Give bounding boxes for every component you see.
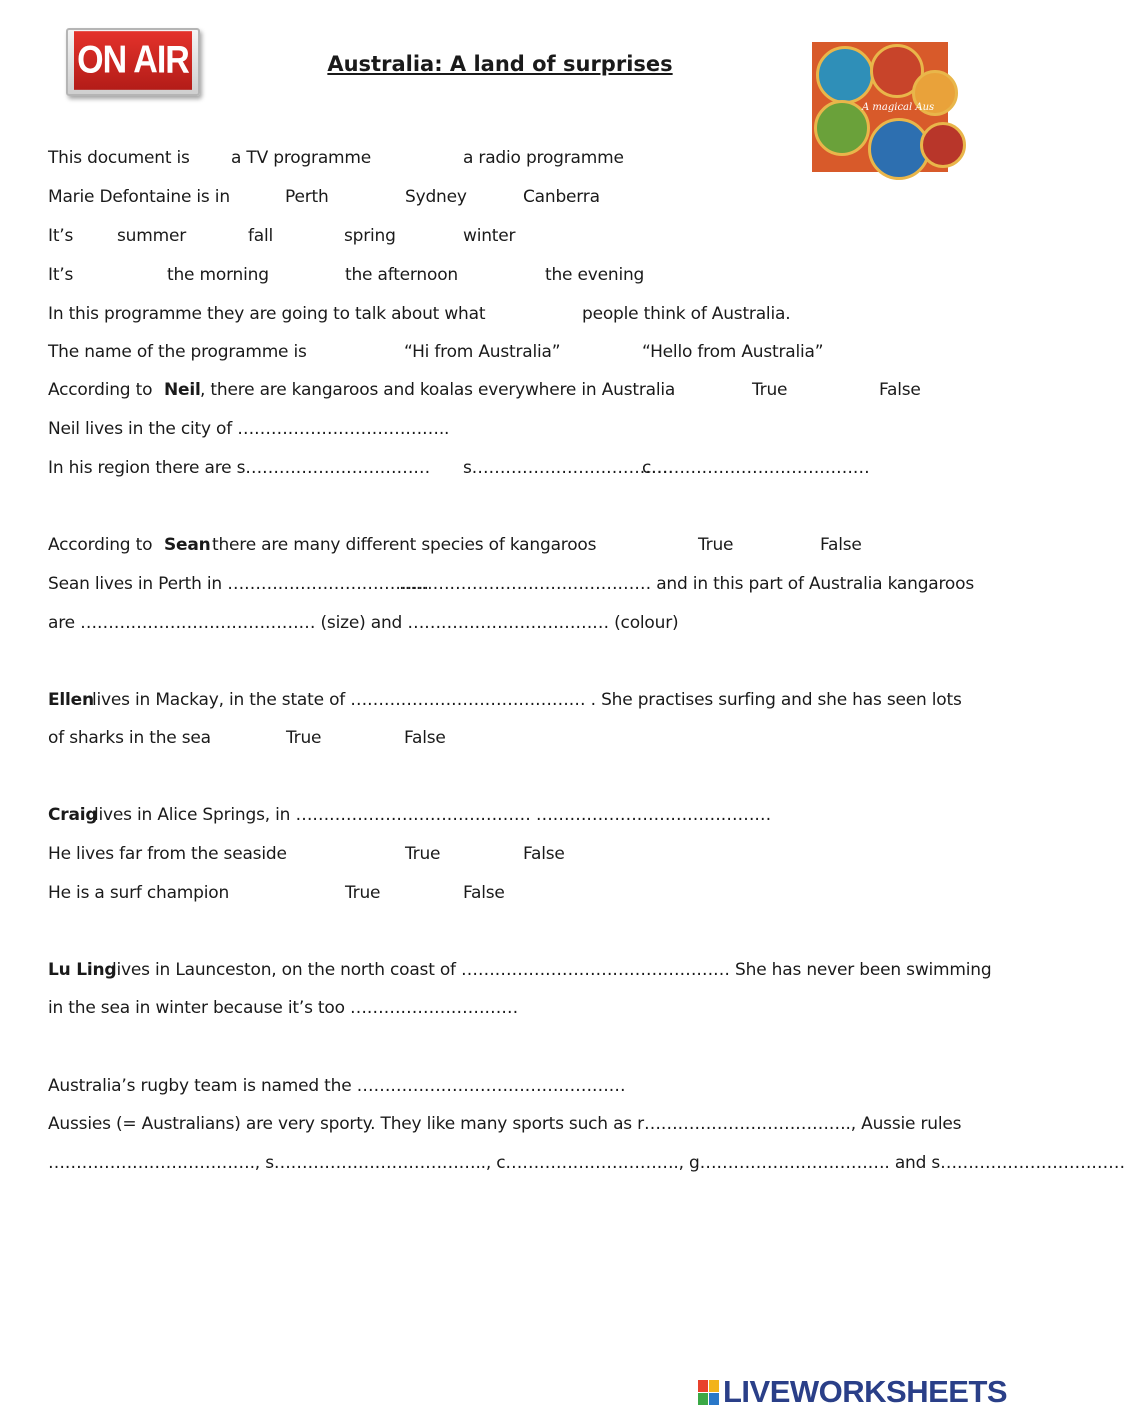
answer-option[interactable]: people think of Australia. — [582, 304, 791, 324]
answer-option[interactable]: “Hello from Australia” — [642, 342, 824, 362]
person-name: Neil — [164, 380, 201, 400]
on-air-label: ON AIR — [74, 31, 192, 90]
answer-option[interactable]: False — [820, 535, 862, 555]
answer-option[interactable]: the evening — [545, 265, 645, 285]
question-text: Australia’s rugby team is named the ………………………………………… — [48, 1076, 626, 1096]
question-text: According to — [48, 380, 153, 400]
answer-option[interactable]: summer — [117, 226, 186, 246]
answer-option[interactable]: fall — [248, 226, 274, 246]
question-text: Sean lives in Perth in ……………………………… — [48, 574, 429, 594]
question-text: He is a surf champion — [48, 883, 230, 903]
answer-option[interactable]: lives in Mackay, in the state of …………………………………… . She practises surfing and she has seen lots — [92, 690, 962, 710]
answer-option[interactable]: a radio programme — [463, 148, 624, 168]
answer-option[interactable]: False — [463, 883, 505, 903]
question-text: It’s — [48, 265, 74, 285]
question-text: in the sea in winter because it’s too ………………………… — [48, 998, 518, 1018]
answer-option[interactable]: False — [404, 728, 446, 748]
answer-option[interactable]: “Hi from Australia” — [404, 342, 561, 362]
answer-option[interactable]: there are many different species of kangaroos — [212, 535, 597, 555]
answer-option[interactable]: False — [523, 844, 565, 864]
answer-option[interactable]: s……………………………… — [463, 458, 674, 478]
cover-image — [812, 42, 948, 172]
person-name: Craig — [48, 805, 98, 825]
question-text: ………………………………., s……………………………….., c…………………………., g……………………………. and s…………………………… — [48, 1153, 1125, 1173]
question-text: Aussies (= Australians) are very sporty. They like many sports such as r………………………………., Aussie rules — [48, 1114, 962, 1134]
answer-option[interactable]: spring — [344, 226, 396, 246]
answer-option[interactable]: the morning — [167, 265, 269, 285]
answer-option[interactable]: Canberra — [523, 187, 600, 207]
question-text: of sharks in the sea — [48, 728, 211, 748]
answer-option[interactable]: True — [405, 844, 441, 864]
answer-option[interactable]: , there are kangaroos and koalas everywhere in Australia — [200, 380, 676, 400]
answer-option[interactable]: ……………………………………… and in this part of Australia kangaroos — [399, 574, 974, 594]
answer-option[interactable]: lives in Alice Springs, in …………………………………… …………………………………… — [94, 805, 772, 825]
question-text: He lives far from the seaside — [48, 844, 287, 864]
question-text: The name of the programme is — [48, 342, 307, 362]
question-text: In this programme they are going to talk about what — [48, 304, 486, 324]
question-text: In his region there are s…………………………… — [48, 458, 431, 478]
question-text: Neil lives in the city of ……………………………….. — [48, 419, 450, 439]
answer-option[interactable]: the afternoon — [345, 265, 458, 285]
answer-option[interactable]: lives in Launceston, on the north coast of ………………………………………… She has never been swimming — [112, 960, 992, 980]
person-name: Ellen — [48, 690, 94, 710]
answer-option[interactable]: Sydney — [405, 187, 467, 207]
answer-option[interactable]: True — [698, 535, 734, 555]
person-name: Sean — [164, 535, 211, 555]
question-text: This document is — [48, 148, 190, 168]
answer-option[interactable]: winter — [463, 226, 516, 246]
question-text: According to — [48, 535, 153, 555]
answer-option[interactable]: Perth — [285, 187, 329, 207]
answer-option[interactable]: True — [345, 883, 381, 903]
answer-option[interactable]: False — [879, 380, 921, 400]
liveworksheets-logo-icon — [698, 1380, 720, 1406]
question-text: are …………………………………… (size) and ……………………………… (colour) — [48, 613, 679, 633]
answer-option[interactable]: a TV programme — [231, 148, 372, 168]
answer-option[interactable]: True — [752, 380, 788, 400]
answer-option[interactable]: c………………………………… — [642, 458, 870, 478]
person-name: Lu Ling — [48, 960, 117, 980]
liveworksheets-logo-text: LIVEWORKSHEETS — [723, 1374, 1008, 1409]
answer-option[interactable]: True — [286, 728, 322, 748]
page-title: Australia: A land of surprises — [327, 52, 673, 76]
question-text: Marie Defontaine is in — [48, 187, 230, 207]
cover-caption: A magical Aus — [862, 102, 935, 113]
question-text: It’s — [48, 226, 74, 246]
